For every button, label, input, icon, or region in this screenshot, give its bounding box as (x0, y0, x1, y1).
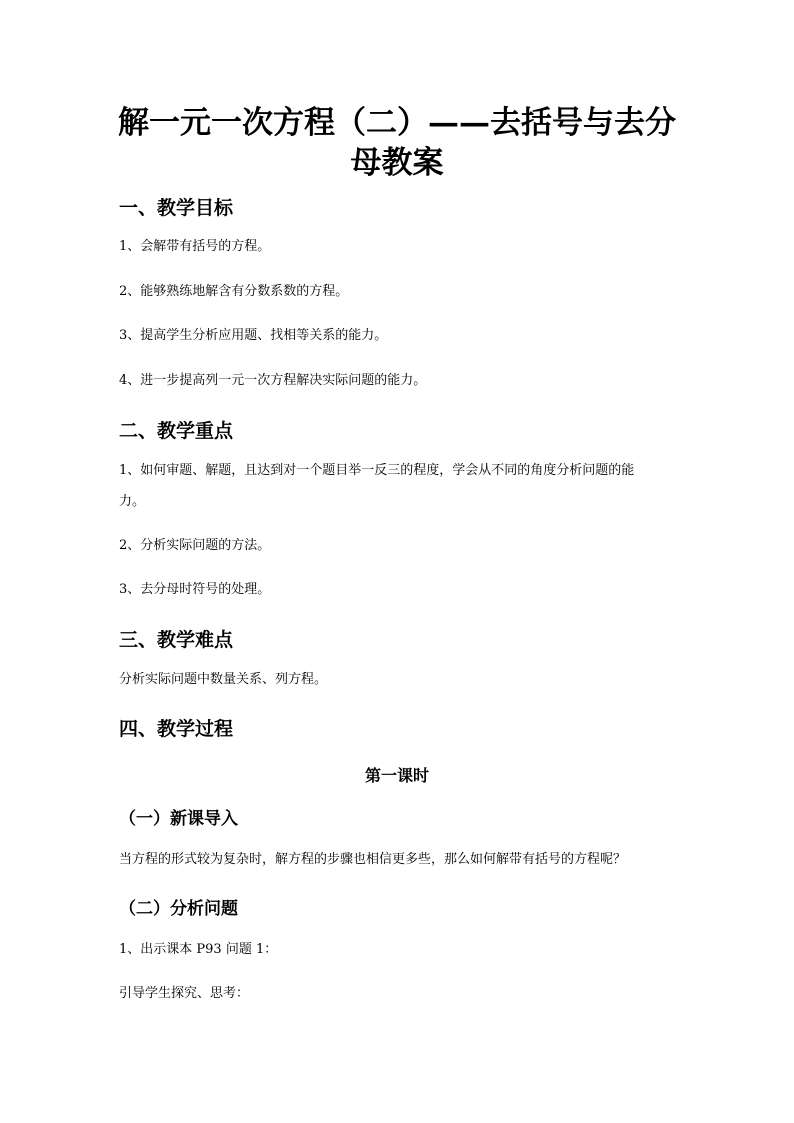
document-title-line-2: 母教案 (350, 145, 444, 181)
subsection-heading-introduction: （一）新课导入 (119, 809, 238, 829)
difficulty-item-1: 分析实际问题中数量关系、列方程。 (119, 672, 328, 687)
analysis-item-2: 引导学生探究、思考： (119, 986, 250, 1001)
document-title-line-1: 解一元一次方程（二）——去括号与去分 (118, 105, 676, 141)
key-point-item-2: 2、分析实际问题的方法。 (119, 538, 271, 553)
objective-item-2: 2、能够熟练地解含有分数系数的方程。 (119, 284, 349, 299)
section-heading-objectives: 一、教学目标 (119, 197, 234, 219)
objective-item-4: 4、进一步提高列一元一次方程解决实际问题的能力。 (119, 373, 427, 388)
key-point-item-1-continued: 力。 (119, 494, 146, 509)
key-point-item-1: 1、如何审题、解题，且达到对一个题目举一反三的程度，学会从不同的角度分析问题的能 (119, 463, 635, 478)
lesson-heading: 第一课时 (364, 766, 429, 785)
objective-item-1: 1、会解带有括号的方程。 (119, 239, 271, 254)
key-point-item-3: 3、去分母时符号的处理。 (119, 582, 271, 597)
section-heading-difficulties: 三、教学难点 (119, 629, 234, 651)
section-heading-process: 四、教学过程 (119, 718, 234, 740)
introduction-item-1: 当方程的形式较为复杂时，解方程的步骤也相信更多些，那么如何解带有括号的方程呢？ (119, 852, 627, 867)
section-heading-key-points: 二、教学重点 (119, 420, 234, 442)
objective-item-3: 3、提高学生分析应用题、找相等关系的能力。 (119, 328, 388, 343)
analysis-item-1: 1、出示课本 P93 问题 1： (119, 942, 278, 957)
subsection-heading-analysis: （二）分析问题 (119, 899, 238, 919)
